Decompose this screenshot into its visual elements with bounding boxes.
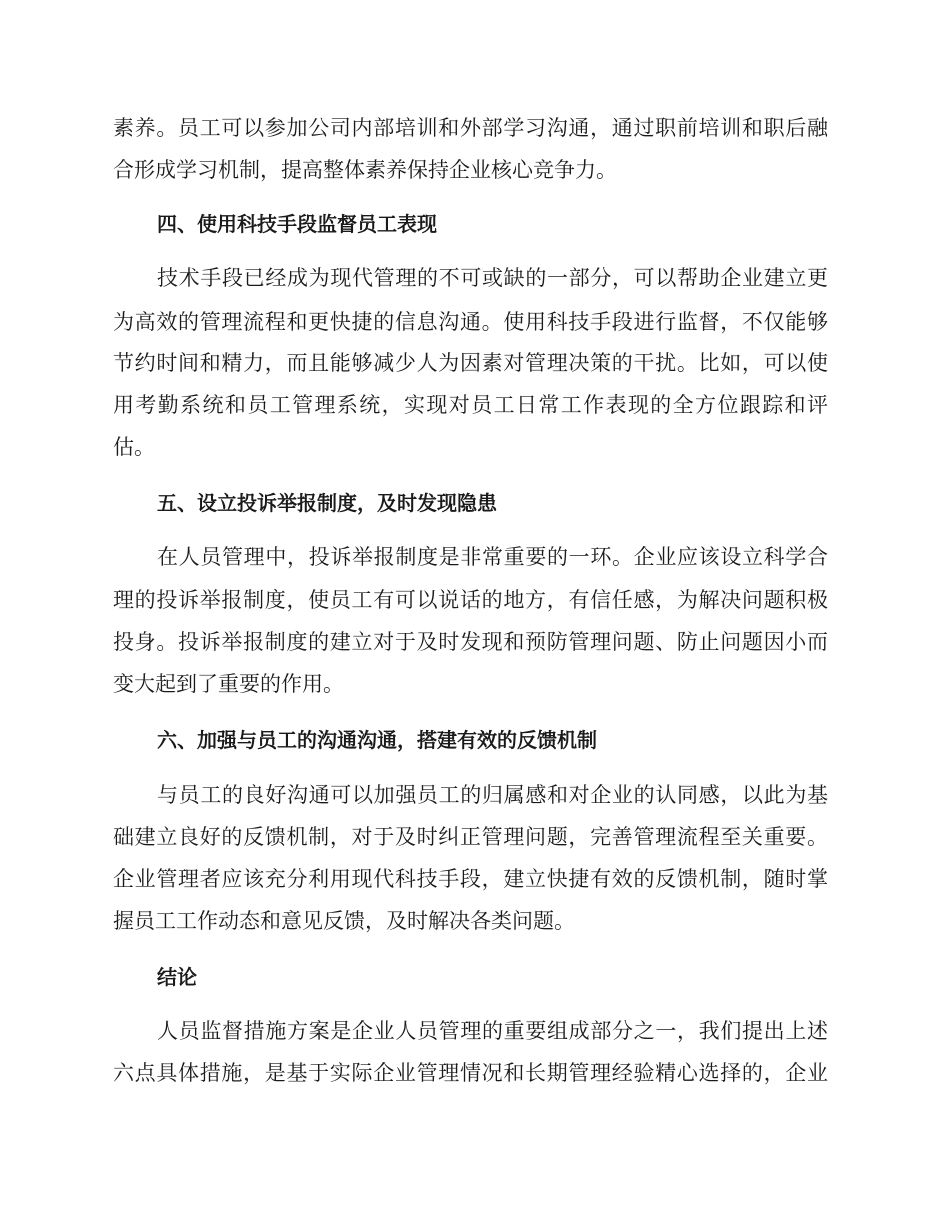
section-heading: 四、使用科技手段监督员工表现	[157, 212, 437, 236]
paragraph-line: 变大起到了重要的作用。	[113, 672, 344, 696]
paragraph-line: 握员工工作动态和意见反馈，及时解决各类问题。	[113, 909, 575, 933]
paragraph-line: 人员监督措施方案是企业人员管理的重要组成部分之一，我们提出上述	[157, 1019, 828, 1043]
paragraph-line: 在人员管理中，投诉举报制度是非常重要的一环。企业应该设立科学合	[157, 545, 828, 569]
paragraph-line: 用考勤系统和员工管理系统，实现对员工日常工作表现的全方位跟踪和评	[113, 393, 828, 417]
paragraph-line: 与员工的良好沟通可以加强员工的归属感和对企业的认同感，以此为基	[157, 783, 828, 807]
paragraph-line: 企业管理者应该充分利用现代科技手段，建立快捷有效的反馈机制，随时掌	[113, 867, 828, 891]
paragraph-line: 为高效的管理流程和更快捷的信息沟通。使用科技手段进行监督，不仅能够	[113, 310, 828, 334]
paragraph-line: 础建立良好的反馈机制，对于及时纠正管理问题，完善管理流程至关重要。	[113, 825, 828, 849]
paragraph-line: 投身。投诉举报制度的建立对于及时发现和预防管理问题、防止问题因小而	[113, 630, 828, 654]
paragraph-line: 理的投诉举报制度，使员工有可以说话的地方，有信任感，为解决问题积极	[113, 588, 828, 612]
paragraph-line: 素养。员工可以参加公司内部培训和外部学习沟通，通过职前培训和职后融	[113, 116, 828, 140]
paragraph-line: 节约时间和精力，而且能够减少人为因素对管理决策的干扰。比如，可以使	[113, 351, 828, 375]
paragraph-line: 六点具体措施，是基于实际企业管理情况和长期管理经验精心选择的，企业	[113, 1061, 828, 1085]
paragraph-line: 技术手段已经成为现代管理的不可或缺的一部分，可以帮助企业建立更	[157, 266, 828, 290]
paragraph-line: 合形成学习机制，提高整体素养保持企业核心竞争力。	[113, 158, 617, 182]
section-heading: 六、加强与员工的沟通沟通，搭建有效的反馈机制	[157, 728, 597, 752]
section-heading: 结论	[157, 965, 197, 989]
section-heading: 五、设立投诉举报制度，及时发现隐患	[157, 491, 497, 515]
paragraph-line: 估。	[113, 435, 155, 459]
